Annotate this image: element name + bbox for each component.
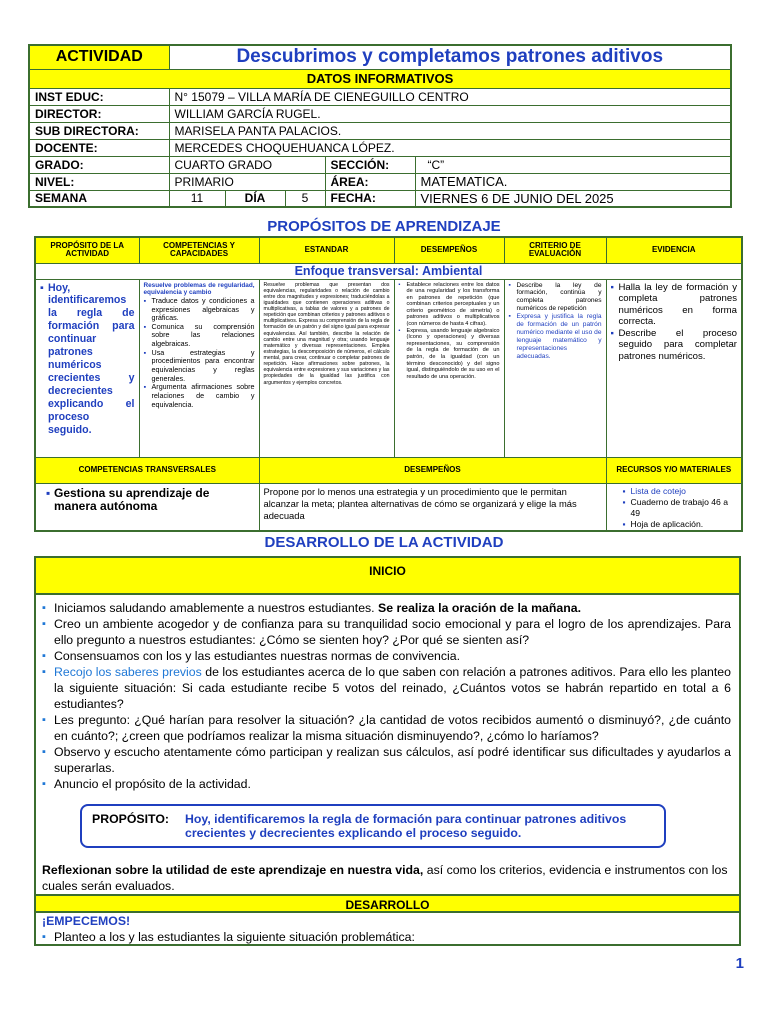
desempeno-item: ▪ Expresa, usando lenguaje algebraico (ícono y operaciones) y diversas representaciones, su comprensión de la regla de formación de un patrón, de la igualdad (con un término desconocido) y del signo igual, distinguiéndolo de su uso en el resultado de una operación. <box>399 328 500 381</box>
recurso-item: ▪ Lista de cotejo <box>623 486 738 497</box>
datos-informativos-table <box>28 44 732 208</box>
inicio-item: ▪ Anuncio el propósito de la actividad. <box>42 777 731 793</box>
actividad-label: ACTIVIDAD <box>29 45 169 69</box>
competencias-cell <box>139 279 259 457</box>
fecha-label: FECHA: <box>325 190 415 207</box>
header-proposito: PROPÓSITO DE LA ACTIVIDAD <box>35 237 139 263</box>
recurso-item: ▪ Cuaderno de trabajo 46 a 49 <box>623 497 738 519</box>
area-label: ÁREA: <box>325 173 415 190</box>
seccion-label: SECCIÓN: <box>325 156 415 173</box>
desarrollo-list <box>42 930 732 946</box>
page-number: 1 <box>735 955 744 972</box>
proposito-box <box>80 804 666 848</box>
inicio-item: ▪ Recojo los saberes previos de los estudiantes acerca de lo que saben con relación a patrones aditivos. Para ello les planteo la siguiente situación: Si cada estudiante recibe 5 votos del reinado, ¿Cuántos votos se habrán repartido en total a 6 estudiantes? <box>42 665 731 713</box>
inicio-list <box>36 601 739 793</box>
datos-informativos-label: DATOS INFORMATIVOS <box>29 69 731 88</box>
header-recursos: RECURSOS Y/O MATERIALES <box>606 457 742 483</box>
capacidad-item: ▪ Argumenta afirmaciones sobre relaciones de cambio y equivalencia. <box>144 383 255 409</box>
reflexion-text: Reflexionan sobre la utilidad de este aprendizaje en nuestra vida, así como los criterios, evidencia e instrumentos con los cuales serán evaluados. <box>42 863 728 893</box>
grado-value: CUARTO GRADO <box>169 156 325 173</box>
desempeno-item: ▪ Establece relaciones entre los datos de una regularidad y los transforma en patrones de repetición (que combinan criterios perceptuales y un criterio geométrico de simetría) o patrones aditivos o multiplicativos (con números de hasta 4 cifras). <box>399 282 500 328</box>
desempenos-cell <box>394 279 504 457</box>
desarrollo-title: DESARROLLO DE LA ACTIVIDAD <box>264 534 504 551</box>
enfoque-transversal <box>35 263 742 279</box>
recursos-cell <box>606 483 742 531</box>
propositos-title: PROPÓSITOS DE APRENDIZAJE <box>267 218 501 235</box>
proposito-statement: Hoy, identificaremos la regla de formación para continuar patrones aditivos crecientes y decrecientes explicando el proceso seguido. <box>185 812 627 840</box>
header-competencias: COMPETENCIAS Y CAPACIDADES <box>139 237 259 263</box>
proposito-text: ▪ Hoy, identificaremos la regla de formación para continuar patrones numéricos crecientes y decrecientes explicando el proceso seguido. <box>40 282 135 437</box>
subdirectora-value: MARISELA PANTA PALACIOS. <box>169 122 731 139</box>
proposito-cell <box>35 279 139 457</box>
capacidad-item: ▪ Comunica su comprensión sobre las relaciones algebraicas. <box>144 323 255 349</box>
nivel-value: PRIMARIO <box>169 173 325 190</box>
evidencia-item: ▪ Describe el proceso seguido para completar patrones numéricos. <box>611 328 738 363</box>
docente-label: DOCENTE: <box>29 139 169 156</box>
inst-educ-value: N° 15079 – VILLA MARÍA DE CIENEGUILLO CENTRO <box>169 88 731 105</box>
recurso-item: ▪ Hoja de aplicación. <box>623 519 738 530</box>
inicio-item: ▪ Observo y escucho atentamente cómo participan y realizan sus cálculos, así podré identificar sus dificultades y ayudarlos a superarlas. <box>42 745 731 777</box>
director-value: WILLIAM GARCÍA RUGEL. <box>169 105 731 122</box>
comp-trans-text: ▪ Gestiona su aprendizaje de manera autónoma <box>46 487 253 515</box>
header-criterio: CRITERIO DE EVALUACIÓN <box>504 237 606 263</box>
competencia-title: Resuelve problemas de regularidad, equivalencia y cambio <box>143 281 255 297</box>
desarrollo-item: ▪ Planteo a los y las estudiantes la siguiente situación problemática: <box>42 930 732 946</box>
inicio-item: ▪ Consensuamos con los y las estudiantes nuestras normas de convivencia. <box>42 649 731 665</box>
activity-title: Descubrimos y completamos patrones aditivos <box>169 45 731 69</box>
semana-label: SEMANA <box>29 190 169 207</box>
header-desempenos: DESEMPEÑOS <box>394 237 504 263</box>
desempeno-trans-text: Propone por lo menos una estrategia y un procedimiento que le permitan alcanzar la meta; plantea alternativas de cómo se organizará y elige la más adecuada <box>263 485 577 521</box>
comp-trans-cell <box>35 483 259 531</box>
header-evidencia: EVIDENCIA <box>606 237 742 263</box>
inst-educ-label: INST EDUC: <box>29 88 169 105</box>
semana-value: 11 <box>169 190 225 207</box>
inicio-item: ▪ Les pregunto: ¿Qué harían para resolver la situación? ¿la cantidad de votos recibidos aumentó o disminuyó?, ¿de cuánto en cuánto?; ¿creen que podríamos realizar la misma situación disminuyendo?, ¿cómo lo haríamos? <box>42 713 731 745</box>
fecha-value: VIERNES 6 DE JUNIO DEL 2025 <box>415 190 731 207</box>
docente-value: MERCEDES CHOQUEHUANCA LÓPEZ. <box>169 139 731 156</box>
header-desempenos-trans: DESEMPEÑOS <box>259 457 606 483</box>
inicio-bar: INICIO <box>36 558 739 595</box>
evidencia-item: ▪ Halla la ley de formación y completa patrones numéricos en forma correcta. <box>611 282 738 328</box>
desarrollo-box <box>34 556 741 946</box>
estandar-cell <box>259 279 394 457</box>
enfoque-label: Enfoque transversal: <box>294 263 419 278</box>
dia-value: 5 <box>285 190 325 207</box>
dia-label: DÍA <box>225 190 285 207</box>
enfoque-value: Ambiental <box>421 263 483 278</box>
criterio-item: ▪ Expresa y justifica la regla de formación de un patrón numérico mediante el uso de lenguaje matemático y representaciones adecuadas. <box>509 313 602 360</box>
empecemos-heading: ¡EMPECEMOS! <box>42 914 131 928</box>
evidencia-cell <box>606 279 742 457</box>
header-estandar: ESTANDAR <box>259 237 394 263</box>
header-comp-transversales: COMPETENCIAS TRANSVERSALES <box>35 457 259 483</box>
desarrollo-bar: DESARROLLO <box>36 894 739 913</box>
grado-label: GRADO: <box>29 156 169 173</box>
subdirectora-label: SUB DIRECTORA: <box>29 122 169 139</box>
nivel-label: NIVEL: <box>29 173 169 190</box>
criterios-cell <box>504 279 606 457</box>
desempeno-trans-cell <box>259 483 606 531</box>
criterio-item: ▪ Describe la ley de formación, continúa y completa patrones numéricos de repetición <box>509 282 602 314</box>
capacidad-item: ▪ Traduce datos y condiciones a expresiones algebraicas y gráficas. <box>144 297 255 323</box>
inicio-item: ▪ Creo un ambiente acogedor y de confianza para su tranquilidad socio emocional y para el logro de los aprendizajes. Para ello pregunto a nuestros estudiantes: ¿Cómo se sienten hoy? ¿Por qué se sienten así? <box>42 617 731 649</box>
inicio-item: ▪ Iniciamos saludando amablemente a nuestros estudiantes. Se realiza la oración de la mañana. <box>42 601 731 617</box>
seccion-value: “C” <box>415 156 731 173</box>
area-value: MATEMATICA. <box>415 173 731 190</box>
propositos-table <box>34 236 743 532</box>
estandar-text: Resuelve problemas que presentan dos equivalencias, regularidades o relación de cambio entre dos magnitudes y expresiones; traduciéndolas a igualdades que contienen operaciones aditivas o multiplicativas, a tablas de valores y a patrones de repetición que combinan criterios y patrones aditivos o multiplicativos. Expresa su comprensión de la regla de formación de un patrón y del signo igual para expresar equivalencias. Así también, describe la relación de cambio entre una magnitud y otra; usando lenguaje matemático y diversas representaciones. Emplea estrategias, la descomposición de números, el cálculo mental, para crear, continuar o completar patrones de repetición. Hace afirmaciones sobre patrones, la equivalencia entre expresiones y sus variaciones y las propiedades de la igualdad las justifica con argumentos y ejemplos concretos. <box>263 281 390 386</box>
director-label: DIRECTOR: <box>29 105 169 122</box>
capacidad-item: ▪ Usa estrategias y procedimientos para encontrar equivalencias y reglas generales. <box>144 349 255 384</box>
proposito-label: PROPÓSITO: <box>92 812 169 826</box>
